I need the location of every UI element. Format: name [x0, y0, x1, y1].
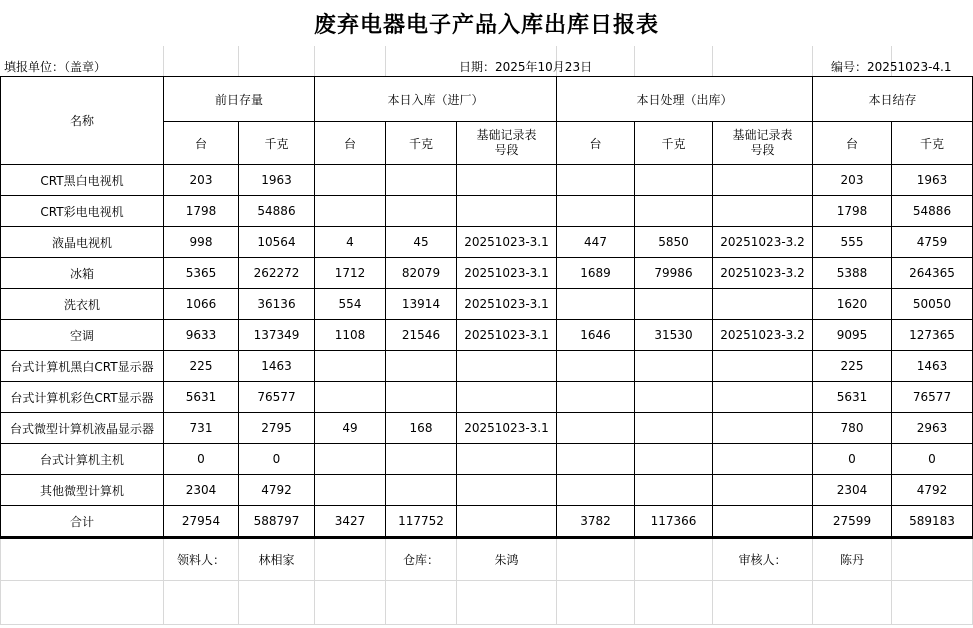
out-count-cell: 1646	[557, 320, 635, 351]
receiver-name: 林相家	[239, 538, 315, 580]
out-kg-cell	[635, 351, 713, 382]
balance-count-cell: 1798	[813, 196, 892, 227]
balance-kg-cell: 127365	[892, 320, 973, 351]
in-count-cell: 1108	[315, 320, 386, 351]
balance-kg-cell: 4759	[892, 227, 973, 258]
product-name-cell: CRT彩电电视机	[1, 196, 164, 227]
out-count-cell: 3782	[557, 506, 635, 537]
prev-count-cell: 9633	[164, 320, 239, 351]
col-header-out-today: 本日处理（出库）	[557, 77, 813, 122]
balance-kg-cell: 54886	[892, 196, 973, 227]
prev-kg-cell: 10564	[239, 227, 315, 258]
col-header-prev-stock: 前日存量	[164, 77, 315, 122]
subheader-count: 台	[813, 122, 892, 165]
prev-kg-cell: 588797	[239, 506, 315, 537]
out-count-cell	[557, 475, 635, 506]
out-kg-cell: 31530	[635, 320, 713, 351]
product-name-cell: 台式微型计算机液晶显示器	[1, 413, 164, 444]
out-kg-cell: 79986	[635, 258, 713, 289]
report-number: 编号：20251023-4.1	[831, 60, 952, 74]
in-kg-cell	[386, 475, 457, 506]
balance-kg-cell: 264365	[892, 258, 973, 289]
prev-kg-cell: 262272	[239, 258, 315, 289]
balance-kg-cell: 589183	[892, 506, 973, 537]
out-count-cell: 1689	[557, 258, 635, 289]
prev-count-cell: 1066	[164, 289, 239, 320]
in-count-cell: 49	[315, 413, 386, 444]
in-kg-cell: 13914	[386, 289, 457, 320]
col-header-balance: 本日结存	[813, 77, 973, 122]
table-row	[1, 413, 973, 444]
product-name-cell: 其他微型计算机	[1, 475, 164, 506]
prev-kg-cell: 0	[239, 444, 315, 475]
out-count-cell	[557, 413, 635, 444]
out-count-cell	[557, 382, 635, 413]
balance-count-cell: 1620	[813, 289, 892, 320]
in-count-cell: 554	[315, 289, 386, 320]
in-count-cell: 1712	[315, 258, 386, 289]
in-kg-cell	[386, 165, 457, 196]
out-record-cell	[713, 413, 813, 444]
out-kg-cell	[635, 289, 713, 320]
out-kg-cell	[635, 196, 713, 227]
in-count-cell	[315, 475, 386, 506]
in-count-cell: 4	[315, 227, 386, 258]
subheader-count: 台	[164, 122, 239, 165]
col-header-in-today: 本日入库（进厂）	[315, 77, 557, 122]
product-name-cell: 空调	[1, 320, 164, 351]
prev-count-cell: 1798	[164, 196, 239, 227]
subheader-kg: 千克	[239, 122, 315, 165]
in-kg-cell: 21546	[386, 320, 457, 351]
reviewer-label: 审核人：	[713, 538, 813, 580]
out-count-cell	[557, 165, 635, 196]
in-kg-cell	[386, 351, 457, 382]
out-record-cell: 20251023-3.2	[713, 320, 813, 351]
prev-kg-cell: 1963	[239, 165, 315, 196]
total-row	[1, 506, 973, 537]
balance-count-cell: 5631	[813, 382, 892, 413]
blank-row	[1, 580, 973, 624]
subheader-kg: 千克	[386, 122, 457, 165]
stock-table	[0, 76, 973, 537]
product-name-cell: 合计	[1, 506, 164, 537]
header-row-1	[1, 77, 973, 122]
balance-count-cell: 780	[813, 413, 892, 444]
out-kg-cell: 5850	[635, 227, 713, 258]
warehouse-name: 朱鸿	[457, 538, 557, 580]
table-row	[1, 475, 973, 506]
prev-count-cell: 225	[164, 351, 239, 382]
warehouse-label: 仓库：	[386, 538, 457, 580]
in-kg-cell: 82079	[386, 258, 457, 289]
prev-kg-cell: 36136	[239, 289, 315, 320]
in-kg-cell: 45	[386, 227, 457, 258]
out-record-cell	[713, 444, 813, 475]
balance-count-cell: 555	[813, 227, 892, 258]
report-date: 日期：2025年10月23日	[459, 60, 593, 74]
in-count-cell	[315, 165, 386, 196]
balance-kg-cell: 1963	[892, 165, 973, 196]
product-name-cell: 台式计算机彩色CRT显示器	[1, 382, 164, 413]
out-record-cell: 20251023-3.2	[713, 258, 813, 289]
in-record-cell	[457, 351, 557, 382]
product-name-cell: 洗衣机	[1, 289, 164, 320]
report-title: 废弃电器电子产品入库出库日报表	[313, 11, 659, 38]
table-row	[1, 227, 973, 258]
prev-kg-cell: 4792	[239, 475, 315, 506]
balance-count-cell: 0	[813, 444, 892, 475]
in-record-cell: 20251023-3.1	[457, 289, 557, 320]
balance-count-cell: 5388	[813, 258, 892, 289]
in-count-cell	[315, 382, 386, 413]
balance-kg-cell: 4792	[892, 475, 973, 506]
out-kg-cell	[635, 382, 713, 413]
reviewer-name: 陈丹	[813, 538, 892, 580]
out-record-cell	[713, 506, 813, 537]
prev-kg-cell: 76577	[239, 382, 315, 413]
prev-count-cell: 27954	[164, 506, 239, 537]
product-name-cell: 冰箱	[1, 258, 164, 289]
out-record-cell	[713, 475, 813, 506]
in-record-cell: 20251023-3.1	[457, 258, 557, 289]
balance-count-cell: 9095	[813, 320, 892, 351]
signature-table	[0, 537, 973, 625]
table-row	[1, 444, 973, 475]
in-count-cell	[315, 351, 386, 382]
product-name-cell: 台式计算机黑白CRT显示器	[1, 351, 164, 382]
subheader-count: 台	[315, 122, 386, 165]
product-name-cell: CRT黑白电视机	[1, 165, 164, 196]
out-record-cell: 20251023-3.2	[713, 227, 813, 258]
out-count-cell	[557, 444, 635, 475]
prev-count-cell: 2304	[164, 475, 239, 506]
out-count-cell	[557, 289, 635, 320]
in-count-cell: 3427	[315, 506, 386, 537]
prev-count-cell: 0	[164, 444, 239, 475]
prev-kg-cell: 137349	[239, 320, 315, 351]
in-kg-cell	[386, 196, 457, 227]
in-record-cell: 20251023-3.1	[457, 413, 557, 444]
table-row	[1, 196, 973, 227]
in-kg-cell: 117752	[386, 506, 457, 537]
out-record-cell	[713, 196, 813, 227]
product-name-cell: 液晶电视机	[1, 227, 164, 258]
balance-count-cell: 2304	[813, 475, 892, 506]
out-kg-cell: 117366	[635, 506, 713, 537]
in-count-cell	[315, 196, 386, 227]
table-row	[1, 165, 973, 196]
product-name-cell: 台式计算机主机	[1, 444, 164, 475]
info-row	[0, 46, 973, 76]
balance-kg-cell: 1463	[892, 351, 973, 382]
subheader-record: 基础记录表 号段	[457, 122, 557, 165]
out-count-cell	[557, 351, 635, 382]
out-record-cell	[713, 382, 813, 413]
table-row	[1, 351, 973, 382]
prev-kg-cell: 54886	[239, 196, 315, 227]
signature-row	[1, 538, 973, 580]
in-record-cell	[457, 382, 557, 413]
subheader-record: 基础记录表 号段	[713, 122, 813, 165]
out-kg-cell	[635, 444, 713, 475]
table-row	[1, 382, 973, 413]
balance-count-cell: 27599	[813, 506, 892, 537]
prev-count-cell: 5365	[164, 258, 239, 289]
balance-kg-cell: 76577	[892, 382, 973, 413]
out-kg-cell	[635, 165, 713, 196]
balance-kg-cell: 50050	[892, 289, 973, 320]
subheader-kg: 千克	[635, 122, 713, 165]
out-record-cell	[713, 165, 813, 196]
balance-kg-cell: 0	[892, 444, 973, 475]
prev-count-cell: 998	[164, 227, 239, 258]
in-kg-cell	[386, 382, 457, 413]
in-record-cell	[457, 165, 557, 196]
out-kg-cell	[635, 475, 713, 506]
balance-kg-cell: 2963	[892, 413, 973, 444]
out-record-cell	[713, 351, 813, 382]
prev-kg-cell: 2795	[239, 413, 315, 444]
in-record-cell	[457, 475, 557, 506]
table-row	[1, 320, 973, 351]
in-record-cell	[457, 444, 557, 475]
table-row	[1, 258, 973, 289]
balance-count-cell: 203	[813, 165, 892, 196]
in-count-cell	[315, 444, 386, 475]
subheader-kg: 千克	[892, 122, 973, 165]
out-count-cell	[557, 196, 635, 227]
out-kg-cell	[635, 413, 713, 444]
in-kg-cell: 168	[386, 413, 457, 444]
prev-kg-cell: 1463	[239, 351, 315, 382]
in-record-cell: 20251023-3.1	[457, 320, 557, 351]
out-count-cell: 447	[557, 227, 635, 258]
in-record-cell: 20251023-3.1	[457, 227, 557, 258]
in-kg-cell	[386, 444, 457, 475]
out-record-cell	[713, 289, 813, 320]
table-row	[1, 289, 973, 320]
receiver-label: 领料人：	[164, 538, 239, 580]
filing-unit-label: 填报单位：（盖章）	[4, 60, 107, 74]
prev-count-cell: 5631	[164, 382, 239, 413]
in-record-cell	[457, 196, 557, 227]
col-header-name: 名称	[1, 77, 164, 165]
balance-count-cell: 225	[813, 351, 892, 382]
in-record-cell	[457, 506, 557, 537]
prev-count-cell: 731	[164, 413, 239, 444]
subheader-count: 台	[557, 122, 635, 165]
prev-count-cell: 203	[164, 165, 239, 196]
